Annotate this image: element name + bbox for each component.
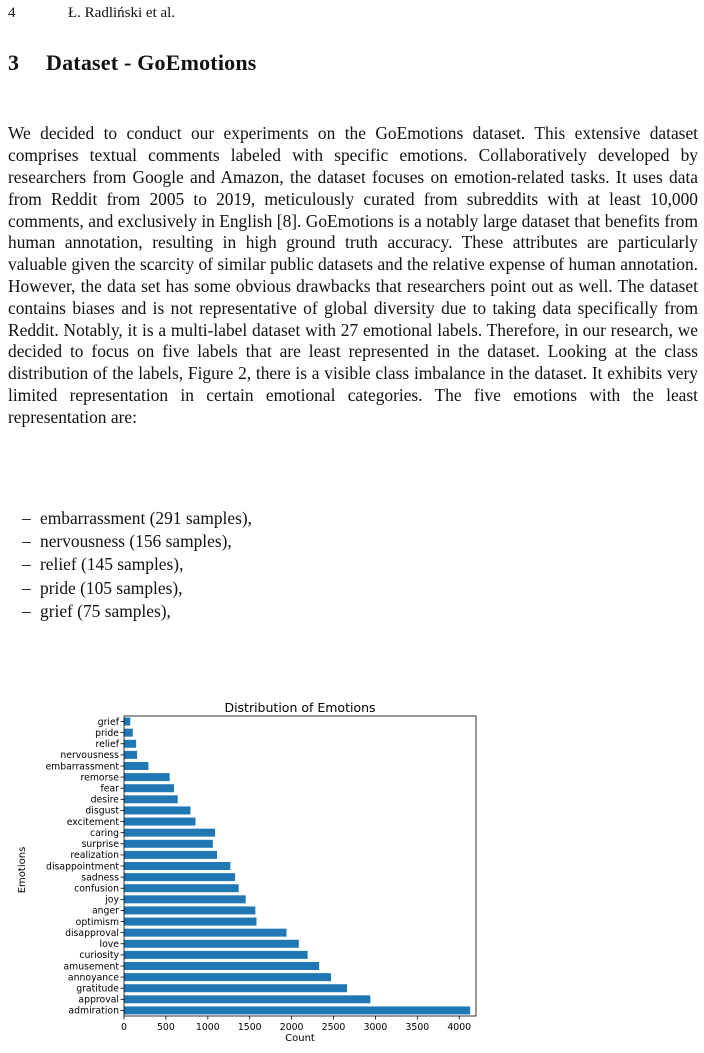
list-item-text: nervousness (156 samples), <box>40 531 232 552</box>
y-tick-label-amusement: amusement <box>63 961 119 973</box>
list-dash: – <box>22 508 31 528</box>
bar-admiration <box>124 1006 470 1014</box>
bar-sadness <box>124 873 235 881</box>
list-item-text: pride (105 samples), <box>40 577 183 598</box>
y-tick-label-curiosity: curiosity <box>79 950 119 962</box>
bar-disapproval <box>124 929 287 937</box>
x-tick-label: 3000 <box>363 1022 388 1033</box>
running-head-authors: Ł. Radliński et al. <box>68 5 176 21</box>
bar-realization <box>124 851 217 859</box>
bar-confusion <box>124 884 239 892</box>
bar-curiosity <box>124 951 308 959</box>
y-tick-label-disgust: disgust <box>85 805 119 817</box>
y-tick-label-nervousness: nervousness <box>60 750 119 762</box>
y-tick-label-love: love <box>99 939 119 951</box>
chart-title: Distribution of Emotions <box>224 700 376 715</box>
page-number: 4 <box>8 5 16 21</box>
y-axis-label: Emotions <box>17 846 28 894</box>
x-tick-label: 2500 <box>321 1022 346 1033</box>
list-item <box>22 530 252 553</box>
y-tick-label-excitement: excitement <box>66 816 119 828</box>
y-tick-label-pride: pride <box>95 727 119 739</box>
y-tick-label-caring: caring <box>89 827 119 839</box>
body-paragraph: We decided to conduct our experiments on the GoEmotions dataset. This extensive dataset comprises textual comments labeled with specific emotions. Collaboratively developed by researchers from Google and Amazon, the dataset focuses on emotion-related tasks. It uses data from Reddit from 2005 to 2019, meticulously curated from subreddits with at least 10,000 comments, and exclusively in English [8]. GoEmotions is a notably large dataset that benefits from human annotation, resulting in high ground truth accuracy. These attributes are particularly valuable given the scarcity of similar public datasets and the relative expense of human annotation. However, the data set has some obvious drawbacks that researchers point out as well. The dataset contains biases and is not representative of global diversity due to taking data specifically from Reddit. Notably, it is a multi-label dataset with 27 emotional labels. Therefore, in our research, we decided to focus on five labels that are least represented in the dataset. Looking at the class distribution of the labels, Figure 2, there is a visible class imbalance in the dataset. It exhibits very limited representation in certain emotional categories. The five emotions with the least representation are: <box>8 123 698 427</box>
y-tick-label-surprise: surprise <box>81 839 119 851</box>
y-tick-label-relief: relief <box>95 739 119 751</box>
list-dash: – <box>22 577 31 598</box>
bar-excitement <box>124 818 195 826</box>
list-item <box>22 507 252 530</box>
y-tick-label-joy: joy <box>105 894 119 906</box>
x-axis-label: Count <box>285 1033 315 1044</box>
y-tick-label-embarrassment: embarrassment <box>45 761 119 773</box>
list-item-text: embarrassment (291 samples), <box>40 508 253 528</box>
y-tick-label-optimism: optimism <box>75 916 119 928</box>
y-tick-label-desire: desire <box>90 794 119 806</box>
list-dash: – <box>22 531 31 552</box>
bar-anger <box>124 906 255 914</box>
bar-grief <box>124 718 130 726</box>
bar-remorse <box>124 773 170 781</box>
bar-disappointment <box>124 862 230 870</box>
list-item-text: relief (145 samples), <box>40 554 184 575</box>
section-number: 3 <box>8 50 20 75</box>
bar-gratitude <box>124 984 347 992</box>
list-item <box>22 577 252 600</box>
list-item-text: grief (75 samples), <box>40 600 171 621</box>
y-tick-label-realization: realization <box>70 850 119 862</box>
section-title: Dataset - GoEmotions <box>46 50 257 75</box>
y-tick-label-remorse: remorse <box>80 772 119 784</box>
list-dash: – <box>22 554 31 575</box>
x-tick-label: 2000 <box>279 1022 304 1033</box>
bar-relief <box>124 740 136 748</box>
list-item <box>22 553 252 576</box>
bar-love <box>124 940 299 948</box>
x-tick-label: 3500 <box>405 1022 430 1033</box>
y-tick-label-annoyance: annoyance <box>67 972 119 984</box>
running-head <box>8 4 175 22</box>
y-tick-label-disapproval: disapproval <box>65 927 119 939</box>
bar-chart <box>0 692 704 1048</box>
x-tick-label: 4000 <box>447 1022 472 1033</box>
bar-pride <box>124 729 133 737</box>
bar-amusement <box>124 962 319 970</box>
bar-embarrassment <box>124 762 148 770</box>
list-dash: – <box>22 600 31 621</box>
y-tick-label-fear: fear <box>100 783 119 795</box>
y-tick-label-gratitude: gratitude <box>76 983 119 995</box>
bar-fear <box>124 784 174 792</box>
bar-desire <box>124 795 178 803</box>
bar-nervousness <box>124 751 137 759</box>
bar-disgust <box>124 806 190 814</box>
y-tick-label-sadness: sadness <box>81 872 119 884</box>
bar-approval <box>124 995 370 1003</box>
y-tick-label-confusion: confusion <box>74 883 119 895</box>
x-tick-label: 1000 <box>195 1022 220 1033</box>
y-tick-label-grief: grief <box>97 716 119 728</box>
emotion-list <box>22 507 252 623</box>
y-tick-label-admiration: admiration <box>68 1005 119 1017</box>
bar-optimism <box>124 918 257 926</box>
bar-surprise <box>124 840 213 848</box>
x-tick-label: 0 <box>121 1022 127 1033</box>
x-tick-label: 1500 <box>237 1022 262 1033</box>
y-tick-label-anger: anger <box>91 905 119 917</box>
x-tick-label: 500 <box>157 1022 175 1033</box>
bar-caring <box>124 829 215 837</box>
bar-joy <box>124 895 246 903</box>
y-tick-label-approval: approval <box>78 994 119 1006</box>
bar-annoyance <box>124 973 331 981</box>
section-heading <box>8 49 257 77</box>
emotion-distribution-figure <box>0 692 704 1048</box>
y-tick-label-disappointment: disappointment <box>46 861 119 873</box>
list-item <box>22 600 252 623</box>
